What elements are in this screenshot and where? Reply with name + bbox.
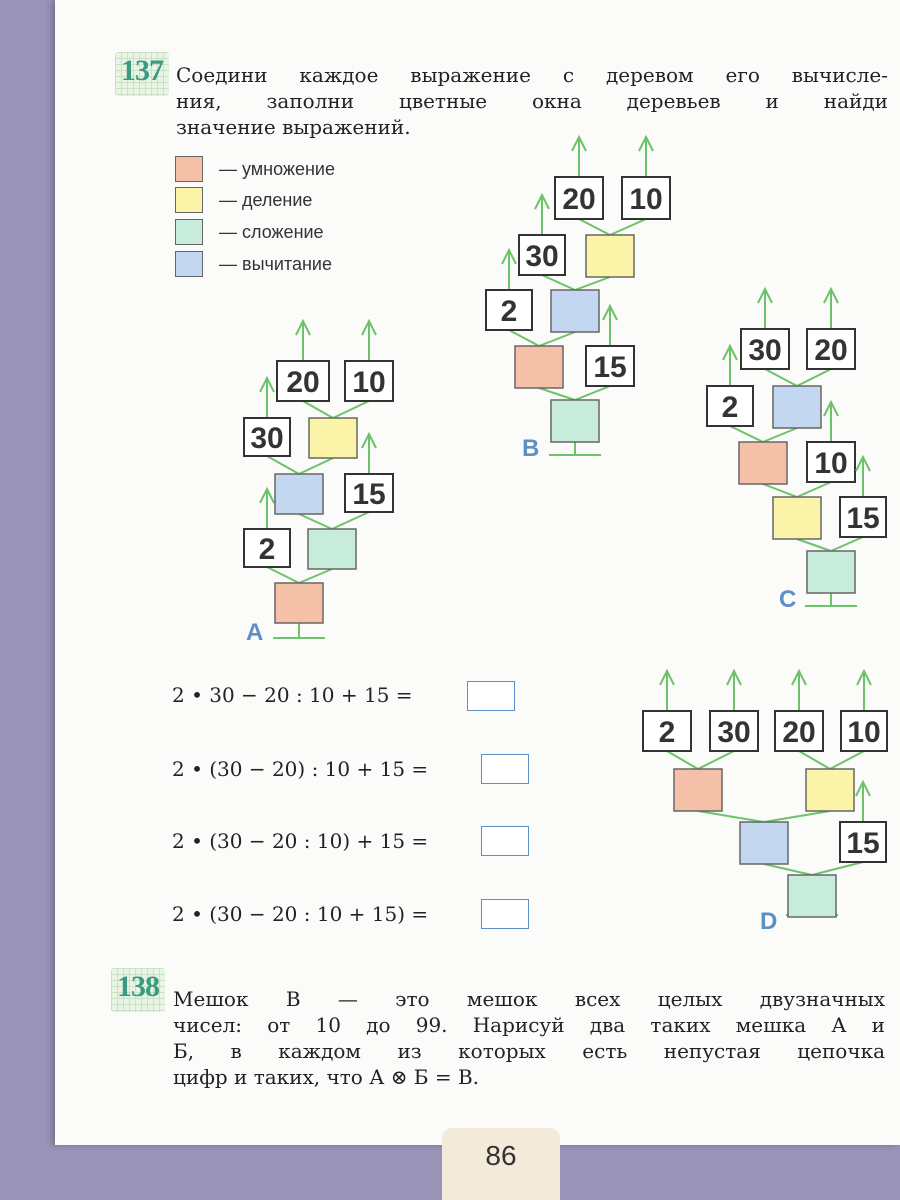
tree-branch [267,567,299,583]
number-box-value: 2 [658,716,676,749]
tree-branch [575,277,610,290]
tree-branch [332,512,369,529]
number-box-value: 20 [562,183,596,216]
operation-window [275,583,323,623]
task-138-text [173,986,885,1090]
operation-window [308,529,356,569]
tree-branch [831,537,863,551]
number-box-value: 15 [352,478,386,511]
number-box-value: 30 [525,240,559,273]
tree-branch [575,386,610,400]
tree-label: A [246,619,264,646]
tree-branch [730,426,763,442]
operation-window [551,400,599,442]
number-box-value: 10 [814,447,848,480]
tree-branch [610,219,646,235]
operation-window [773,497,821,539]
tree-branch [812,862,863,875]
legend-label: — деление [219,190,313,210]
tree-label: D [760,908,778,935]
task-137-number: 137 [121,54,163,87]
tree-branch [509,330,539,346]
operation-window [275,474,323,514]
number-box-value: 20 [782,716,816,749]
operation-window [551,290,599,332]
tree-label: C [779,586,797,613]
task-138-line: чисел: от 10 до 99. Нарисуй два таких мешка А и [173,1013,885,1037]
number-box-value: 20 [814,334,848,367]
operation-window [773,386,821,428]
expression-2: 2 • (30 − 20) : 10 + 15 = [172,757,429,781]
number-box-value: 10 [847,716,881,749]
operation-window [309,418,357,458]
tree-branch [698,811,764,822]
number-box-value: 2 [721,391,739,424]
tree-branch [763,484,797,497]
tree-branch [797,482,831,497]
number-box-value: 10 [352,366,386,399]
number-box-value: 20 [286,366,320,399]
expression-3: 2 • (30 − 20 : 10) + 15 = [172,829,429,853]
tree-branch [333,401,369,418]
tree-branch [303,401,333,418]
number-box-value: 15 [593,351,627,384]
operation-window [807,551,855,593]
task-138-line: Мешок В — это мешок всех целых двузначных [173,987,885,1011]
expression-1: 2 • 30 − 20 : 10 + 15 = [172,683,413,707]
answer-box-4[interactable] [481,899,529,929]
tree-branch [299,514,332,529]
tree-branch [764,864,812,875]
operation-window [515,346,563,388]
task-138-number: 138 [117,970,159,1003]
task-138-line: Б, в каждом из которых есть непустая цепочка [173,1039,885,1063]
answer-box-2[interactable] [481,754,529,784]
number-box-value: 2 [500,295,518,328]
operation-window [740,822,788,864]
tree-label: B [522,435,540,462]
task-138-line: цифр и таких, что А ⊗ Б = В. [173,1065,480,1089]
number-box-value: 15 [846,827,880,860]
tree-branch [765,369,797,386]
task-137-line: значение выражений. [176,115,411,139]
tree-branch [799,751,830,769]
tree-branch [763,428,797,442]
tree-branch [797,369,831,386]
tree-branch [539,332,575,346]
tree-branch [579,219,610,235]
number-box-value: 10 [629,183,663,216]
operation-window [806,769,854,811]
answer-box-1[interactable] [467,681,515,711]
tree-branch [542,275,575,290]
tree-branch [539,388,575,400]
operation-window [788,875,836,917]
operation-window [739,442,787,484]
legend-label: — вычитание [219,254,332,274]
number-box-value: 30 [250,422,284,455]
page-number-tab [442,1128,560,1200]
expression-4: 2 • (30 − 20 : 10 + 15) = [172,902,429,926]
task-137-line: ния, заполни цветные окна деревьев и найди [176,89,888,113]
tree-branch [830,751,864,769]
number-box-value: 15 [846,502,880,535]
operation-window [674,769,722,811]
tree-branch [667,751,698,769]
legend-label: — сложение [219,222,324,242]
legend-label: — умножение [219,159,335,179]
tree-branch [299,569,332,583]
number-box-value: 30 [748,334,782,367]
number-box-value: 2 [258,533,276,566]
tree-branch [267,456,299,474]
page-number: 86 [485,1140,517,1171]
tree-branch [764,811,830,822]
tree-branch [698,751,734,769]
tree-branch [797,539,831,551]
task-138-number-badge [111,968,165,1012]
operation-window [586,235,634,277]
tree-branch [299,458,333,474]
answer-box-3[interactable] [481,826,529,856]
number-box-value: 30 [717,716,751,749]
task-137-line: Соедини каждое выражение с деревом его вычисле- [176,63,888,87]
